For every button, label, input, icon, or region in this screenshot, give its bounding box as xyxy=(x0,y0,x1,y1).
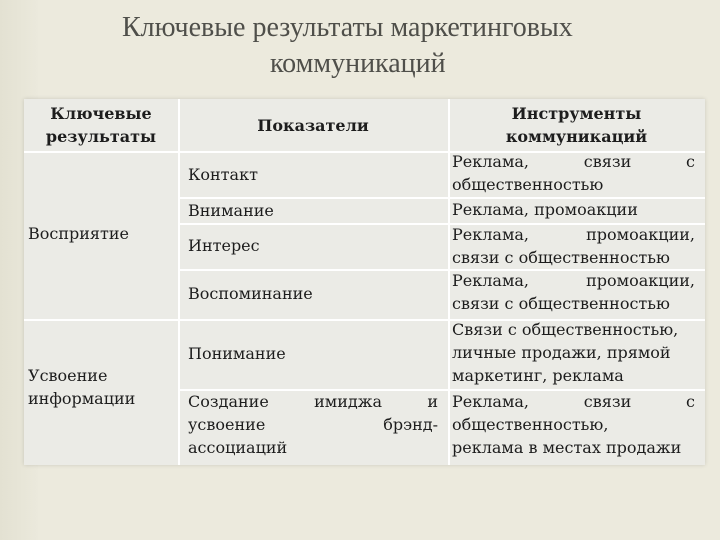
tools-word: связи xyxy=(583,392,632,411)
slide-title xyxy=(100,10,630,82)
header-results xyxy=(24,102,178,148)
indicator-image-word: и xyxy=(427,392,438,411)
column-divider xyxy=(178,99,180,465)
tools-word: промоакции, xyxy=(586,225,695,244)
result-perception: Восприятие xyxy=(28,224,129,243)
tools-word: с xyxy=(686,392,695,411)
tools-line: связи с общественностью xyxy=(452,248,670,267)
indicator-understanding: Понимание xyxy=(188,344,286,363)
header-results-line: Ключевые xyxy=(50,104,152,123)
column-divider xyxy=(448,99,450,465)
tools-line: общественностью xyxy=(452,175,604,194)
indicator-image-word: имиджа xyxy=(314,392,382,411)
indicator-image xyxy=(188,390,438,459)
indicator-attention: Внимание xyxy=(188,201,274,220)
indicator-contact: Контакт xyxy=(188,165,258,184)
tools-line: связи с общественностью xyxy=(452,294,670,313)
tools-image xyxy=(452,390,695,459)
tools-understanding xyxy=(452,318,695,387)
tools-line: личные продажи, прямой xyxy=(452,343,671,362)
tools-contact xyxy=(452,150,695,196)
indicator-interest: Интерес xyxy=(188,236,260,255)
result-assimilation-line: информации xyxy=(28,389,136,408)
indicator-recall: Воспоминание xyxy=(188,284,313,303)
tools-word: связи xyxy=(583,152,632,171)
tools-word: с xyxy=(686,152,695,171)
indicator-image-word: усвоение xyxy=(188,415,266,434)
header-indicators: Показатели xyxy=(257,116,369,135)
indicator-image-word: брэнд- xyxy=(383,415,438,434)
result-assimilation xyxy=(28,364,176,410)
tools-recall xyxy=(452,269,695,315)
results-table xyxy=(24,99,705,465)
indicator-image-word: Создание xyxy=(188,392,269,411)
header-tools-line: Инструменты xyxy=(511,104,642,123)
row-divider xyxy=(24,319,178,321)
indicator-image-word: ассоциаций xyxy=(188,438,288,457)
tools-line: Связи с общественностью, xyxy=(452,320,679,339)
tools-line: маркетинг, реклама xyxy=(452,366,624,385)
tools-word: Реклама, xyxy=(452,271,530,290)
tools-word: Реклама, xyxy=(452,392,530,411)
header-tools-line: коммуникаций xyxy=(505,127,648,146)
tools-word: Реклама, xyxy=(452,225,530,244)
tools-line: общественностью, xyxy=(452,415,609,434)
tools-word: Реклама, xyxy=(452,152,530,171)
tools-interest xyxy=(452,223,695,269)
header-results-line: результаты xyxy=(45,127,157,146)
result-assimilation-line: Усвоение xyxy=(28,366,108,385)
header-tools xyxy=(448,102,705,148)
tools-attention: Реклама, промоакции xyxy=(452,200,638,219)
title-line-1: Ключевые результаты маркетинговых xyxy=(122,12,573,43)
title-line-2: коммуникаций xyxy=(270,48,446,79)
tools-word: промоакции, xyxy=(586,271,695,290)
tools-line: реклама в местах продажи xyxy=(452,438,682,457)
